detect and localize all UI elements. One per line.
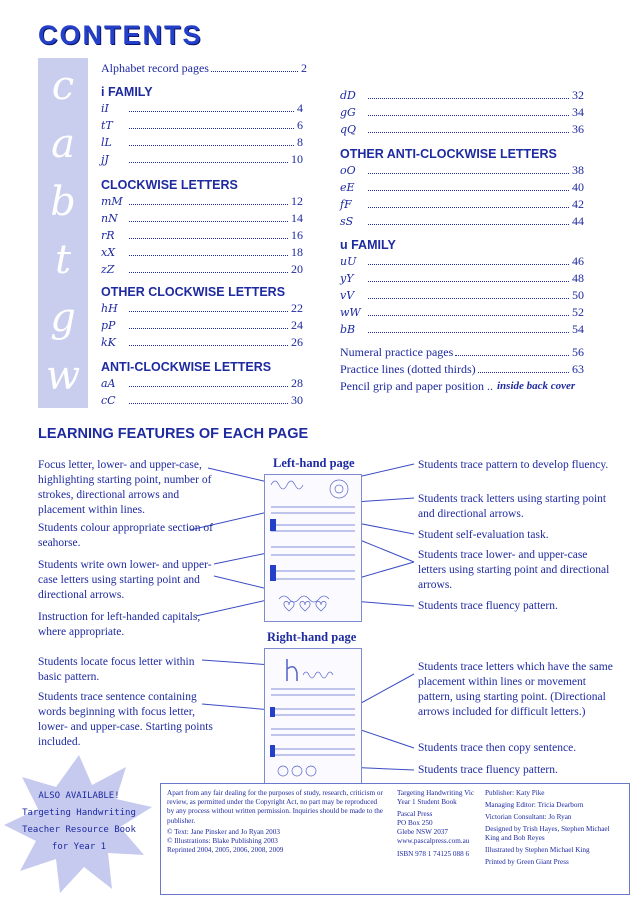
toc-page: 40 bbox=[572, 180, 584, 194]
toc-label: Alphabet record pages bbox=[101, 61, 209, 75]
toc-page: 34 bbox=[572, 105, 584, 119]
toc-page: 6 bbox=[297, 118, 303, 132]
star-line: Teacher Resource Book bbox=[22, 825, 136, 835]
toc-letters: gG bbox=[340, 106, 356, 119]
section-heading: OTHER CLOCKWISE LETTERS bbox=[101, 285, 286, 299]
toc-row[interactable] bbox=[101, 245, 303, 260]
managing-editor: Managing Editor: Tricia Dearborn bbox=[485, 801, 584, 809]
right-hand-page-thumbnail bbox=[264, 648, 362, 784]
toc-label: Numeral practice pages bbox=[340, 345, 454, 359]
publisher-credit: Publisher: Katy Pike bbox=[485, 789, 545, 797]
toc-letters: vV bbox=[340, 289, 355, 302]
illustrator: Illustrated by Stephen Michael King bbox=[485, 846, 590, 854]
toc-letters: jJ bbox=[101, 153, 109, 166]
isbn: ISBN 978 1 74125 088 6 bbox=[397, 850, 470, 858]
toc-letters: pP bbox=[101, 319, 116, 332]
toc-letters: uU bbox=[340, 255, 357, 268]
dot-leader bbox=[129, 228, 288, 239]
toc-letters: fF bbox=[340, 198, 352, 211]
text-credit: © Text: Jane Pinsker and Jo Ryan 2003 bbox=[167, 828, 280, 836]
toc-row[interactable] bbox=[101, 376, 303, 391]
feature-note: Students write own lower- and upper-case letters using starting point and directional arrows. bbox=[38, 559, 212, 601]
dot-leader bbox=[368, 271, 569, 282]
dot-leader bbox=[129, 245, 288, 256]
toc-letters: cC bbox=[101, 394, 116, 407]
left-hand-page-thumbnail bbox=[264, 474, 362, 622]
feature-note: Students trace letters which have the same placement within lines or movement pattern, using starting point. (Directional arrows included for difficult letters.) bbox=[418, 661, 613, 718]
feature-note: Students locate focus letter within basic pattern. bbox=[38, 656, 195, 683]
dot-leader bbox=[129, 152, 288, 163]
dot-leader bbox=[368, 322, 569, 333]
stripe-letter: w bbox=[45, 353, 81, 399]
address: Glebe NSW 2037 bbox=[397, 828, 448, 836]
feature-note: Students track letters using starting point and directional arrows. bbox=[418, 493, 607, 520]
toc-letters: rR bbox=[101, 229, 115, 242]
imprint-box bbox=[160, 783, 630, 895]
copyright-notice: Apart from any fair dealing for the purposes of study, research, criticism or review, as permitted under the Copyright Act, no part may be reproduced by any process without written permission. Inquiries should be made to the publisher. bbox=[167, 789, 383, 825]
dot-leader bbox=[368, 122, 569, 133]
page-title: CONTENTS bbox=[38, 20, 203, 50]
toc-row[interactable] bbox=[101, 118, 303, 133]
dot-leader bbox=[455, 345, 569, 356]
toc-page: 32 bbox=[572, 88, 584, 102]
toc-row[interactable] bbox=[101, 61, 307, 76]
toc-page: 20 bbox=[291, 262, 303, 276]
dot-leader bbox=[129, 118, 294, 129]
toc-page: 63 bbox=[572, 362, 584, 376]
toc-row[interactable] bbox=[101, 211, 303, 226]
dot-leader bbox=[129, 376, 288, 387]
toc-row[interactable] bbox=[340, 271, 584, 286]
reprint-note: Reprinted 2004, 2005, 2006, 2008, 2009 bbox=[167, 846, 284, 854]
toc-letters: iI bbox=[101, 102, 109, 115]
star-line: Targeting Handwriting bbox=[22, 808, 136, 818]
feature-note: Students trace pattern to develop fluency. bbox=[418, 459, 609, 471]
section-heading: CLOCKWISE LETTERS bbox=[101, 178, 238, 192]
stripe-letter: b bbox=[50, 179, 76, 225]
toc-letters: mM bbox=[101, 195, 123, 208]
toc-page: inside back cover bbox=[496, 380, 576, 392]
toc-row[interactable] bbox=[101, 318, 303, 333]
section-heading: OTHER ANTI-CLOCKWISE LETTERS bbox=[340, 147, 557, 161]
dot-leader bbox=[129, 135, 294, 146]
feature-note: Students trace then copy sentence. bbox=[418, 742, 577, 754]
star-line: for Year 1 bbox=[51, 842, 107, 852]
toc-page: 46 bbox=[572, 254, 584, 268]
dot-leader bbox=[211, 61, 298, 72]
toc-row[interactable] bbox=[340, 197, 584, 212]
letter-stripe bbox=[38, 58, 88, 408]
stripe-letter: c bbox=[51, 63, 75, 109]
stripe-letter: g bbox=[50, 295, 76, 341]
toc-page: 56 bbox=[572, 345, 584, 359]
dot-leader bbox=[129, 194, 288, 205]
toc-page: 28 bbox=[291, 376, 303, 390]
right-hand-page-label: Right-hand page bbox=[267, 630, 357, 644]
toc-page: 14 bbox=[291, 211, 303, 225]
toc-row[interactable] bbox=[101, 135, 303, 150]
toc-page: 30 bbox=[291, 393, 303, 407]
toc-letters: wW bbox=[340, 306, 361, 319]
dot-leader bbox=[129, 393, 288, 404]
toc-page: 4 bbox=[297, 101, 303, 115]
dot-leader bbox=[129, 301, 288, 312]
dot-leader bbox=[129, 335, 288, 346]
toc-row[interactable] bbox=[101, 393, 303, 408]
toc-page: 50 bbox=[572, 288, 584, 302]
toc-letters: bB bbox=[340, 323, 356, 336]
toc-row[interactable] bbox=[101, 228, 303, 243]
toc-letters: yY bbox=[340, 272, 354, 285]
star-text bbox=[14, 788, 144, 856]
dot-leader bbox=[368, 305, 569, 316]
toc-row[interactable] bbox=[340, 254, 584, 269]
dot-leader bbox=[129, 101, 294, 112]
toc-row[interactable] bbox=[340, 122, 584, 137]
feature-note: Instruction for left-handed capitals, where appropriate. bbox=[38, 611, 201, 638]
publisher-name: Pascal Press bbox=[397, 810, 433, 818]
toc-label: Practice lines (dotted thirds) bbox=[340, 362, 476, 376]
toc-page: 24 bbox=[291, 318, 303, 332]
toc-letters: nN bbox=[101, 212, 118, 225]
dot-leader bbox=[368, 163, 569, 174]
toc-row[interactable] bbox=[340, 288, 584, 303]
left-hand-page-label: Left-hand page bbox=[273, 456, 355, 470]
toc-page: 16 bbox=[291, 228, 303, 242]
feature-note: Students trace fluency pattern. bbox=[418, 600, 558, 612]
toc-page: 38 bbox=[572, 163, 584, 177]
dot-leader bbox=[478, 362, 569, 373]
toc-row[interactable] bbox=[101, 194, 303, 209]
dot-leader bbox=[368, 288, 569, 299]
toc-letters: sS bbox=[340, 215, 354, 228]
book-title: Targeting Handwriting Vic Year 1 Student Book bbox=[397, 789, 475, 807]
feature-note: Students trace lower- and upper-case letters using starting point and directional arrows. bbox=[418, 549, 610, 591]
toc-letters: kK bbox=[101, 336, 116, 349]
toc-row[interactable] bbox=[340, 305, 584, 320]
feature-note: Students trace fluency pattern. bbox=[418, 764, 558, 776]
also-available-star[interactable] bbox=[4, 755, 154, 895]
dot-leader bbox=[129, 262, 288, 273]
toc-row[interactable] bbox=[340, 214, 584, 229]
consultant: Victorian Consultant: Jo Ryan bbox=[485, 813, 572, 821]
dot-leader bbox=[368, 180, 569, 191]
toc-letters: qQ bbox=[340, 123, 357, 136]
toc-row[interactable] bbox=[101, 301, 303, 316]
toc-row[interactable] bbox=[340, 88, 584, 103]
toc-letters: zZ bbox=[101, 263, 115, 276]
toc-letters: eE bbox=[340, 181, 355, 194]
toc-letters: hH bbox=[101, 302, 118, 315]
toc-row[interactable] bbox=[101, 262, 303, 277]
toc-page: 18 bbox=[291, 245, 303, 259]
section-heading: ANTI-CLOCKWISE LETTERS bbox=[101, 360, 272, 374]
feature-note: Student self-evaluation task. bbox=[418, 529, 549, 541]
star-line: ALSO AVAILABLE! bbox=[38, 791, 120, 801]
po-box: PO Box 250 bbox=[397, 819, 433, 827]
dot-leader bbox=[368, 105, 569, 116]
website[interactable]: www.pascalpress.com.au bbox=[397, 837, 470, 845]
toc-page: 54 bbox=[572, 322, 584, 336]
toc-row[interactable] bbox=[340, 345, 584, 360]
page-sketch bbox=[265, 475, 361, 621]
toc-row[interactable] bbox=[340, 322, 584, 337]
toc-row[interactable] bbox=[340, 379, 590, 394]
printer: Printed by Green Giant Press bbox=[485, 858, 569, 866]
toc-page: 12 bbox=[291, 194, 303, 208]
designers: Designed by Trish Hayes, Stephen Michael King and Bob Reyes bbox=[485, 825, 610, 843]
dot-leader bbox=[129, 211, 288, 222]
stripe-letter: t bbox=[54, 237, 72, 283]
toc-letters: aA bbox=[101, 377, 116, 390]
feature-note: Focus letter, lower- and upper-case, highlighting starting point, number of strokes, directional arrows and placement within lines. bbox=[38, 459, 212, 516]
toc-page: 44 bbox=[572, 214, 584, 228]
toc-page: 22 bbox=[291, 301, 303, 315]
dot-leader bbox=[368, 197, 569, 208]
dot-leader bbox=[368, 254, 569, 265]
section-heading: i FAMILY bbox=[101, 85, 153, 99]
toc-letters: dD bbox=[340, 89, 356, 102]
stripe-letter: a bbox=[51, 121, 75, 167]
dot-leader bbox=[368, 88, 569, 99]
toc-row[interactable] bbox=[340, 163, 584, 178]
toc-label: Pencil grip and paper position .. bbox=[340, 379, 493, 393]
toc-page: 42 bbox=[572, 197, 584, 211]
toc-page: 48 bbox=[572, 271, 584, 285]
toc-letters: xX bbox=[101, 246, 116, 259]
dot-leader bbox=[368, 214, 569, 225]
toc-page: 10 bbox=[291, 152, 303, 166]
toc-letters: lL bbox=[101, 136, 112, 149]
toc-row[interactable] bbox=[340, 362, 584, 377]
toc-page: 52 bbox=[572, 305, 584, 319]
toc-letters: oO bbox=[340, 164, 356, 177]
section-heading: u FAMILY bbox=[340, 238, 396, 252]
feature-note: Students trace sentence containing words beginning with focus letter, lower- and upper-case. Starting points included. bbox=[38, 691, 213, 748]
features-title: LEARNING FEATURES OF EACH PAGE bbox=[38, 426, 309, 442]
toc-row[interactable] bbox=[101, 101, 303, 116]
toc-row[interactable] bbox=[101, 335, 303, 350]
feature-note: Students colour appropriate section of seahorse. bbox=[38, 522, 214, 549]
toc-page: 36 bbox=[572, 122, 584, 136]
toc-page: 8 bbox=[297, 135, 303, 149]
toc-row[interactable] bbox=[101, 152, 303, 167]
toc-row[interactable] bbox=[340, 180, 584, 195]
illustration-credit: © Illustrations: Blake Publishing 2003 bbox=[167, 837, 278, 845]
toc-letters: tT bbox=[101, 119, 113, 132]
dot-leader bbox=[129, 318, 288, 329]
toc-page: 2 bbox=[301, 61, 307, 75]
toc-row[interactable] bbox=[340, 105, 584, 120]
page-sketch bbox=[265, 649, 361, 783]
toc-page: 26 bbox=[291, 335, 303, 349]
